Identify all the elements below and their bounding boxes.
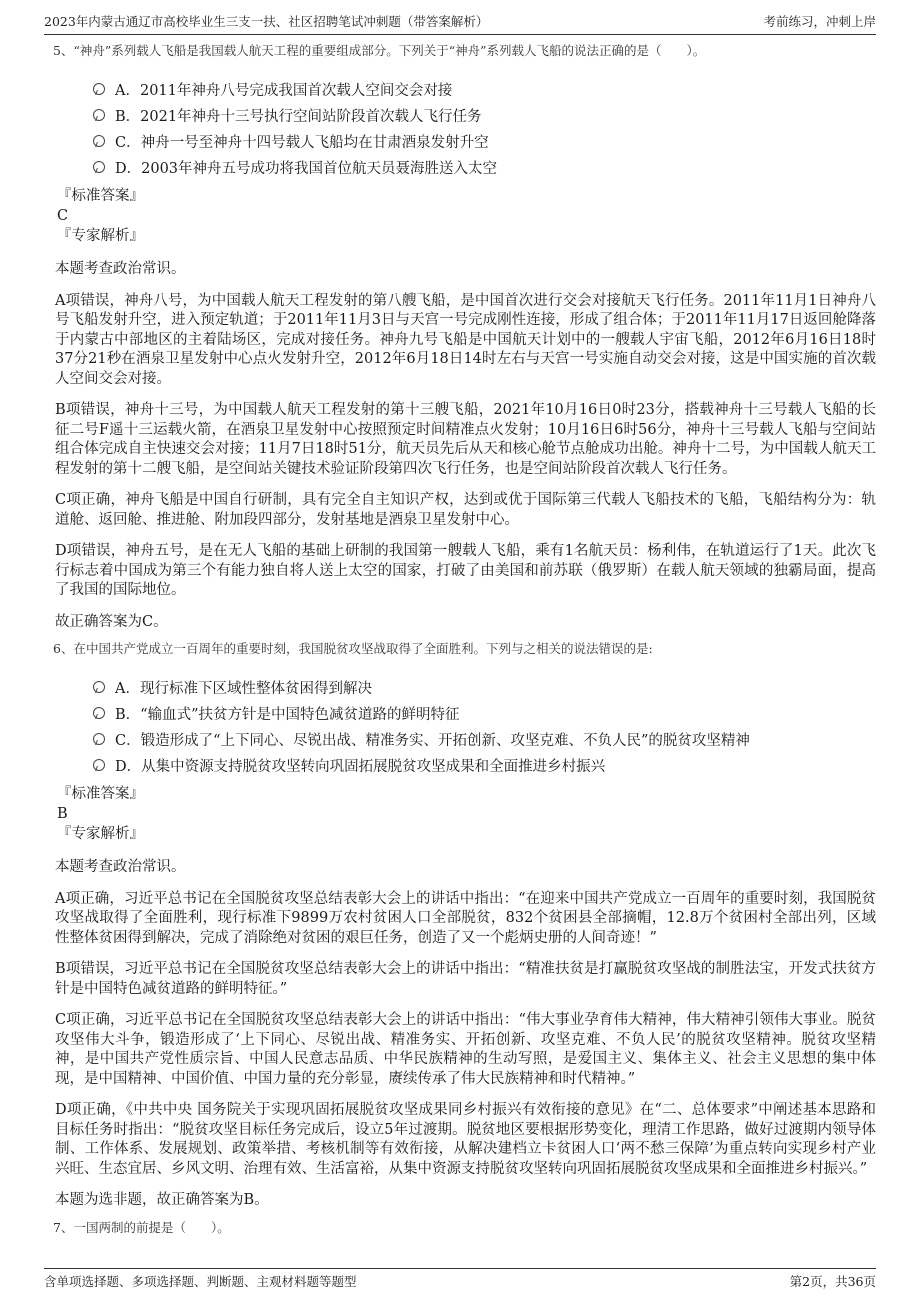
option-list: [55, 76, 876, 180]
analysis-paragraph-a: A项错误，神舟八号，为中国载人航天工程发射的第八艘飞船，是中国首次进行交会对接航天飞行任务。2011年11月1日神舟八号飞船发射升空，进入预定轨道；于2011年11月3日与天宫一号完成刚性连接，形成了组合体；于2011年11月17日返回舱降落于内蒙古中部地区的主着陆场区，完成对接任务。神舟九号飞船是中国航天计划中的一艘载人宇宙飞船，2012年6月16日18时37分21秒在酒泉卫星发射中心点火发射升空，2012年6月18日14时左右与天宫一号实施自动交会对接，这是中国实施的首次载人空间交会对接。: [55, 292, 876, 387]
header-title: 2023年内蒙古通辽市高校毕业生三支一扶、社区招聘笔试冲刺题（带答案解析）: [44, 14, 489, 29]
option-label: C．锻造形成了“上下同心、尽锐出战、精准务实、开拓创新、攻坚克难、不负人民”的脱贫攻坚精神: [115, 732, 750, 749]
analysis-label: 『专家解析』: [57, 228, 144, 244]
option-label: B．2021年神舟十三号执行空间站阶段首次载人飞行任务: [115, 108, 482, 125]
analysis-conclusion: 故正确答案为C。: [55, 613, 168, 630]
question-6: [55, 640, 876, 1211]
page-footer: [44, 1271, 876, 1291]
header-slogan: 考前练习，冲刺上岸: [763, 14, 876, 29]
analysis-paragraph-a: A项正确，习近平总书记在全国脱贫攻坚总结表彰大会上的讲话中指出：“在迎来中国共产党成立一百周年的重要时刻，我国脱贫攻坚战取得了全面胜利，现行标准下9899万农村贫困人口全部脱贫，832个贫困县全部摘帽，12.8万个贫困村全部出列，区域性整体贫困得到解决，完成了消除绝对贫困的艰巨任务，创造了又一个彪炳史册的人间奇迹！”: [55, 890, 876, 946]
option-c[interactable]: [93, 128, 876, 154]
question-5: [55, 42, 876, 632]
radio-icon[interactable]: [93, 109, 105, 121]
radio-icon[interactable]: [93, 681, 105, 693]
analysis-paragraph-b: B项错误，神舟十三号，为中国载人航天工程发射的第十三艘飞船，2021年10月16日0时23分，搭载神舟十三号载人飞船的长征二号F遥十三运载火箭，在酒泉卫星发射中心按照预定时间精准点火发射；10月16日6时56分，神舟十三号载人飞船与空间站组合体完成自主快速交会对接；11月7日18时51分，航天员先后从天和核心舱节点舱成功出舱。神舟十二号，为中国载人航天工程发射的第十二艘飞船，是空间站关键技术验证阶段第四次飞行任务，也是空间站阶段首次载人飞行任务。: [55, 402, 876, 477]
option-b[interactable]: [93, 700, 876, 726]
question-stem: 6、在中国共产党成立一百周年的重要时刻，我国脱贫攻坚战取得了全面胜利。下列与之相关的说法错误的是:: [53, 641, 653, 656]
option-label: A．2011年神舟八号完成我国首次载人空间交会对接: [115, 82, 453, 99]
question-stem: 5、“神舟”系列载人飞船是我国载人航天工程的重要组成部分。下列关于“神舟”系列载人飞船的说法正确的是（ ）。: [53, 43, 706, 58]
option-label: D．从集中资源支持脱贫攻坚转向巩固拓展脱贫攻坚成果和全面推进乡村振兴: [115, 758, 606, 775]
option-a[interactable]: [93, 76, 876, 102]
option-list: [55, 674, 876, 778]
answer-label: 『标准答案』: [57, 188, 144, 204]
page-number: 第2页，共36页: [789, 1274, 876, 1289]
radio-icon[interactable]: [93, 161, 105, 173]
footer-divider: [44, 1268, 876, 1269]
analysis-paragraph-c: C项正确，习近平总书记在全国脱贫攻坚总结表彰大会上的讲话中指出：“伟大事业孕育伟大精神，伟大精神引领伟大事业。脱贫攻坚伟大斗争，锻造形成了‘上下同心、尽锐出战、精准务实、开拓创新、攻坚克难、不负人民’的脱贫攻坚精神。脱贫攻坚精神，是中国共产党性质宗旨、中国人民意志品质、中华民族精神的生动写照，是爱国主义、集体主义、社会主义思想的集中体现，是中国精神、中国价值、中国力量的充分彰显，赓续传承了伟大民族精神和时代精神。”: [55, 1012, 876, 1087]
analysis-intro: 本题考查政治常识。: [55, 859, 186, 875]
option-d[interactable]: [93, 154, 876, 180]
option-d[interactable]: [93, 752, 876, 778]
option-label: A．现行标准下区域性整体贫困得到解决: [115, 680, 372, 697]
analysis-paragraph-d: D项错误，神舟五号，是在无人飞船的基础上研制的我国第一艘载人飞船，乘有1名航天员：杨利伟，在轨道运行了1天。此次飞行标志着中国成为第三个有能力独自将人送上太空的国家，打破了由美国和前苏联（俄罗斯）在载人航天领域的独霸局面，提高了我国的国际地位。: [55, 543, 876, 598]
option-c[interactable]: [93, 726, 876, 752]
analysis-conclusion: 本题为选非题，故正确答案为B。: [55, 1192, 269, 1208]
radio-icon[interactable]: [93, 707, 105, 719]
analysis-paragraph-b: B项错误，习近平总书记在全国脱贫攻坚总结表彰大会上的讲话中指出：“精准扶贫是打赢脱贫攻坚战的制胜法宝，开发式扶贫方针是中国特色减贫道路的鲜明特征。”: [55, 961, 876, 997]
analysis-paragraph-c: C项正确，神舟飞船是中国自行研制，具有完全自主知识产权，达到或优于国际第三代载人飞船技术的飞船，飞船结构分为：轨道舱、返回舱、推进舱、附加段四部分，发射基地是酒泉卫星发射中心。: [55, 492, 876, 528]
page-header: [44, 10, 876, 32]
analysis-label: 『专家解析』: [57, 826, 144, 842]
question-stem: 7、一国两制的前提是（ ）。: [53, 1219, 230, 1235]
analysis-paragraph-d: D项正确，《中共中央 国务院关于实现巩固拓展脱贫攻坚成果同乡村振兴有效衔接的意见》在“二、总体要求”中阐述基本思路和目标任务时指出：“脱贫攻坚目标任务完成后，设立5年过渡期。脱贫地区要根据形势变化，理清工作思路，做好过渡期内领导体制、工作体系、发展规划、政策举措、考核机制等有效衔接，从解决建档立卡贫困人口‘两不愁三保障’为重点转向实现乡村产业兴旺、生态宜居、乡风文明、治理有效、生活富裕，从集中资源支持脱贫攻坚转向巩固拓展脱贫攻坚成果和全面推进乡村振兴。”: [55, 1102, 876, 1177]
analysis-intro: 本题考查政治常识。: [55, 261, 186, 277]
page-content: [55, 42, 876, 1253]
radio-icon[interactable]: [93, 759, 105, 771]
answer-value: B: [57, 806, 68, 822]
option-label: B．“输血式”扶贫方针是中国特色减贫道路的鲜明特征: [115, 706, 460, 723]
option-a[interactable]: [93, 674, 876, 700]
radio-icon[interactable]: [93, 135, 105, 147]
answer-label: 『标准答案』: [57, 786, 144, 802]
footer-note: 含单项选择题、多项选择题、判断题、主观材料题等题型: [44, 1274, 357, 1289]
header-divider: [44, 34, 876, 35]
option-b[interactable]: [93, 102, 876, 128]
option-label: D．2003年神舟五号成功将我国首位航天员聂海胜送入太空: [115, 160, 498, 177]
radio-icon[interactable]: [93, 733, 105, 745]
option-label: C．神舟一号至神舟十四号载人飞船均在甘肃酒泉发射升空: [115, 134, 489, 151]
question-7: [55, 1219, 876, 1237]
radio-icon[interactable]: [93, 83, 105, 95]
answer-value: C: [57, 208, 69, 224]
